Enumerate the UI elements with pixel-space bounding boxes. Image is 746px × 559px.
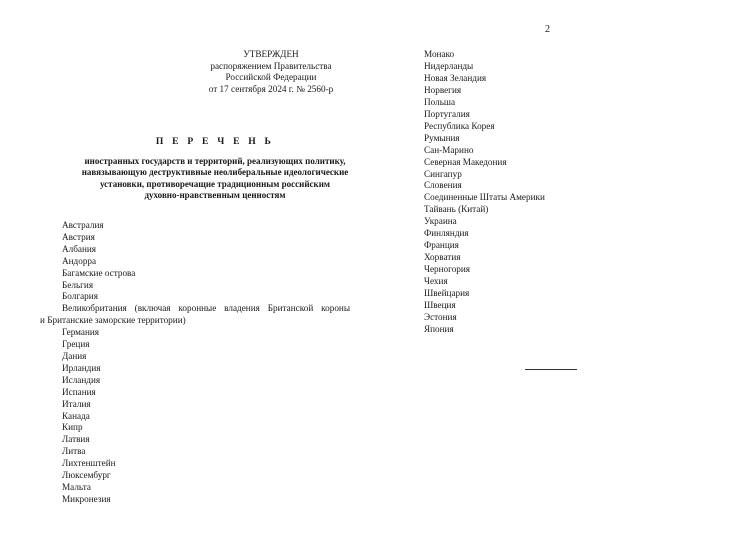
list-item: Австрия [62,231,95,242]
list-item: Монако [424,49,455,59]
list-item: Исландия [62,374,101,385]
list-item: Швеция [424,300,456,311]
list-item: Хорватия [424,252,461,263]
list-item: Дания [62,350,87,361]
list-item: Новая Зеландия [424,72,487,83]
approval-line: распоряжением Правительства [210,60,332,71]
approval-line: Российской Федерации [225,72,317,83]
approval-line: УТВЕРЖДЕН [243,49,299,59]
list-item: Черногория [424,264,471,275]
list-item: Словения [424,180,462,191]
list-item: Андорра [62,255,97,266]
list-item: Эстония [424,311,457,322]
list-item: Ирландия [62,362,101,373]
list-item: Северная Македония [424,156,507,167]
country-list-right [424,49,545,336]
end-of-list-rule [525,369,577,370]
list-item: Люксембург [62,470,111,481]
list-item: Португалия [424,108,470,119]
country-list-left [40,220,350,506]
list-item-continuation: и Британские заморские территории) [40,315,186,326]
subtitle-line: духовно-нравственным ценностям [144,190,286,201]
list-item: Швейцария [424,288,470,299]
list-item: Канада [62,410,90,421]
subtitle-line: установки, противоречащие традиционным российским [99,178,331,189]
list-item: Латвия [62,434,90,445]
list-item: Германия [62,327,100,338]
list-item: Республика Корея [424,120,495,131]
list-item: Болгария [62,291,98,302]
subtitle-line: иностранных государств и территорий, реализующих политику, [84,156,346,166]
list-item: Нидерланды [424,60,474,71]
list-item: Бельгия [62,279,94,290]
list-item: Лихтенштейн [62,458,116,469]
list-item: Франция [424,240,459,251]
list-item: Сингапур [424,168,462,179]
list-item: Норвегия [424,84,462,95]
list-item: Япония [424,323,454,334]
approval-stamp [196,49,346,95]
document-subtitle [40,156,390,202]
document-title: П Е Р Е Ч Е Н Ь [155,136,275,147]
list-item: Греция [62,339,90,350]
list-item: Польша [424,96,456,107]
list-item: Микронезия [62,493,111,504]
list-item: Финляндия [424,228,469,239]
list-item: Румыния [424,132,460,143]
list-item: Тайвань (Китай) [424,204,489,215]
list-item: Багамские острова [62,267,136,278]
page-number: 2 [545,24,550,35]
list-item: Соединенные Штаты Америки [424,192,545,203]
list-item: Мальта [62,481,91,492]
list-item: Литва [62,446,86,457]
list-item: Украина [424,216,457,227]
subtitle-line: навязывающую деструктивные неолиберальные идеологические [81,167,349,178]
list-item: Испания [62,386,96,397]
list-item: Чехия [424,276,448,287]
approval-line: от 17 сентября 2024 г. № 2560-р [208,83,334,94]
list-item: Кипр [62,422,83,433]
list-item: Албания [62,243,97,254]
list-item: Италия [62,398,91,409]
list-item: Австралия [62,220,104,230]
list-item: Великобритания (включая коронные владения Британской короны [62,303,350,314]
list-item: Сан-Марино [424,144,474,155]
